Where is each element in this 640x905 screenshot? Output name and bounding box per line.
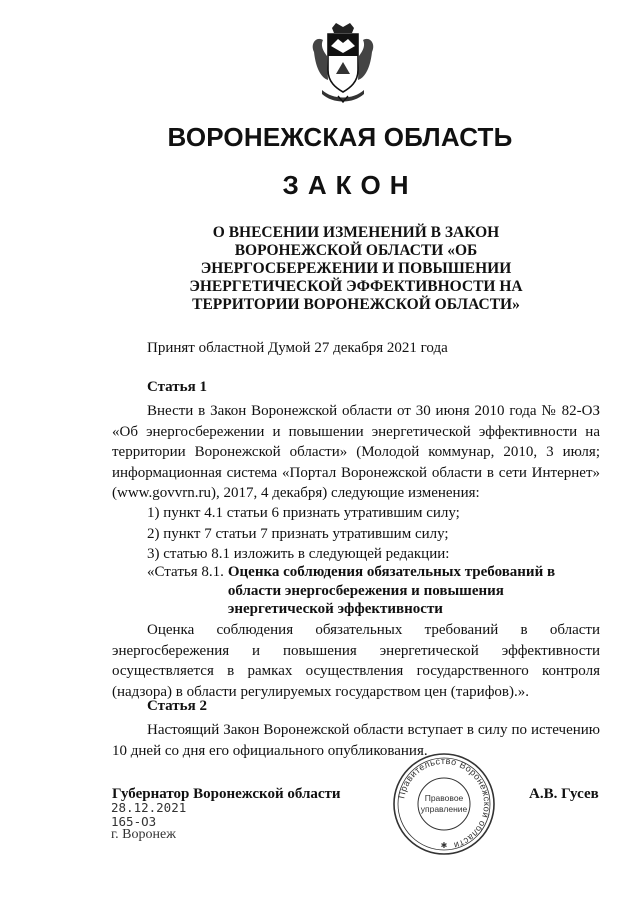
law-title-line: ТЕРРИТОРИИ ВОРОНЕЖСКОЙ ОБЛАСТИ» — [192, 296, 520, 313]
list-item: 3) статью 8.1 изложить в следующей редакции: — [147, 546, 450, 562]
adoption-line: Принят областной Думой 27 декабря 2021 года — [147, 340, 448, 356]
law-title-line: О ВНЕСЕНИИ ИЗМЕНЕНИЙ В ЗАКОН — [212, 224, 500, 241]
list-item: 2) пункт 7 статьи 7 признать утратившим силу; — [147, 525, 449, 542]
document-type: ЗАКОН — [282, 170, 418, 200]
quoted-article-number: «Статья 8.1. — [147, 564, 224, 580]
quoted-article-title: Оценка соблюдения обязательных требований в области энергосбережения и повышения энергетической эффективности — [227, 564, 556, 617]
coat-of-arms-icon — [308, 22, 378, 106]
stamp-outer-text: Правительство Воронежской области — [396, 755, 493, 851]
article-2-heading: Статья 2 — [147, 698, 207, 714]
law-title — [186, 224, 526, 314]
stamp-inner-text: управление — [420, 804, 468, 814]
law-title-line: ЭНЕРГОСБЕРЕЖЕНИИ И ПОВЫШЕНИИ — [200, 260, 512, 277]
signer-name: А.В. Гусев — [529, 786, 599, 802]
list-item: 1) пункт 4.1 статьи 6 признать утратившим силу; — [147, 505, 460, 521]
article-1-intro: Внести в Закон Воронежской области от 30 июня 2010 года № 82-ОЗ «Об энергосбережении и повышении энергетической эффективности на территории Воронежской области» (Молодой коммунар, 2010, 3 июля; информационная система «Портал Воронежской области в сети Интернет» (www.govvrn.ru), 2017, 4 декабря) следующие изменения: — [112, 403, 600, 501]
region-name: ВОРОНЕЖСКАЯ ОБЛАСТЬ — [167, 122, 513, 152]
amendments-list — [147, 503, 460, 565]
quoted-article-header — [147, 563, 607, 619]
official-stamp — [392, 752, 496, 856]
signing-date: 28.12.2021 — [111, 800, 187, 815]
signing-city: г. Воронеж — [111, 827, 176, 842]
law-title-line: ВОРОНЕЖСКОЙ ОБЛАСТИ «ОБ — [234, 242, 478, 259]
article-1-heading: Статья 1 — [147, 379, 207, 395]
star-icon: ✱ — [440, 841, 448, 850]
stamp-inner-text: Правовое — [424, 793, 464, 803]
quoted-article-text: Оценка соблюдения обязательных требований в области энергосбережения и повышения энергетической эффективности осуществляется в рамках осуществления государственного контроля (надзора) в области регулируемых государством цен (тарифов).». — [112, 622, 600, 700]
article-2-text: Настоящий Закон Воронежской области вступает в силу по истечению 10 дней со дня его официального опубликования. — [112, 722, 600, 759]
law-title-line: ЭНЕРГЕТИЧЕСКОЙ ЭФФЕКТИВНОСТИ НА — [189, 278, 523, 295]
law-number: 165-ОЗ — [111, 814, 157, 829]
signer-position: Губернатор Воронежской области — [112, 786, 341, 802]
